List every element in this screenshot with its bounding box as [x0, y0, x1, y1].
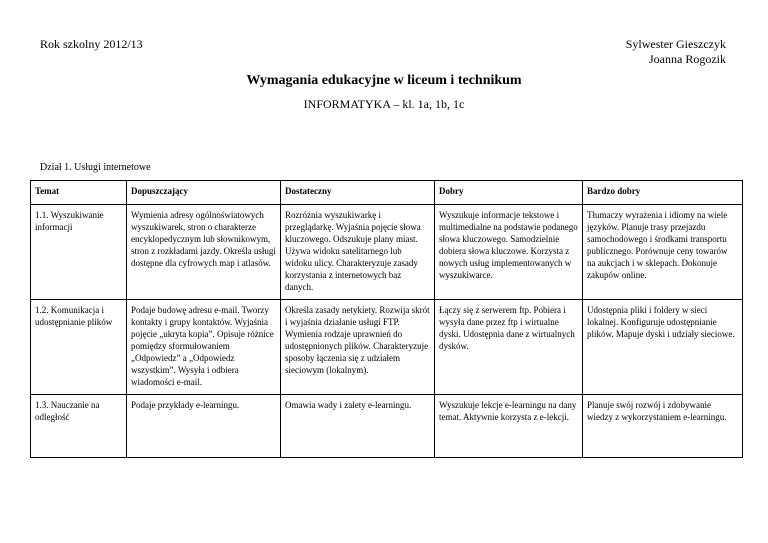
table-header-row: [31, 181, 743, 205]
column-header: Dopuszczający: [127, 181, 281, 205]
school-year: Rok szkolny 2012/13: [40, 37, 143, 51]
table-cell: Wymienia adresy ogólnoświatowych wyszukiwarek, stron o charakterze encyklopedycznym lub słownikowym, stron z rozkładami jazdy. Określa usługi dostępne dla cyfrowych map i atlasów.: [127, 205, 281, 300]
table-cell: Łączy się z serwerem ftp. Pobiera i wysyła dane przez ftp i wirtualne dyski. Udostępnia dane z wirtualnych dysków.: [435, 300, 583, 395]
table-row: [31, 395, 743, 458]
table-cell: Określa zasady netykiety. Rozwija skrót i wyjaśnia działanie usługi FTP. Wymienia rodzaje uprawnień do udostępnionych plików. Charakteryzuje sposoby łączenia się z udziałem sieciowym (lokalnym).: [281, 300, 435, 395]
table-cell: 1.3. Nauczanie na odległość: [31, 395, 127, 458]
table-row: [31, 205, 743, 300]
table-cell: Omawia wady i zalety e-learningu.: [281, 395, 435, 458]
table-cell: Wyszukuje lekcje e-learningu na dany temat. Aktywnie korzysta z e-lekcji.: [435, 395, 583, 458]
section-title: Dział 1. Usługi internetowe: [40, 162, 151, 173]
requirements-table: [30, 180, 743, 458]
column-header: Bardzo dobry: [583, 181, 743, 205]
column-header: Temat: [31, 181, 127, 205]
table-cell: Tłumaczy wyrażenia i idiomy na wiele języków. Planuje trasy przejazdu samochodowego i środkami transportu publicznego. Porównuje ceny towarów na aukcjach i w sklepach. Dokonuje zakupów online.: [583, 205, 743, 300]
authors: [626, 37, 726, 67]
table-cell: Udostępnia pliki i foldery w sieci lokalnej. Konfiguruje udostępnianie plików. Mapuje dyski i udziały sieciowe.: [583, 300, 743, 395]
table-cell: Podaje przykłady e-learningu.: [127, 395, 281, 458]
page-title: Wymagania edukacyjne w liceum i technikum: [246, 73, 522, 88]
column-header: Dobry: [435, 181, 583, 205]
column-header: Dostateczny: [281, 181, 435, 205]
page-subtitle: INFORMATYKA – kl. 1a, 1b, 1c: [303, 97, 465, 111]
table-cell: Podaje budowę adresu e-mail. Tworzy kontakty i grupy kontaktów. Wyjaśnia pojęcie „ukryta kopia”. Opisuje różnice pomiędzy sformułowaniem „Odpowiedz” a „Odpowiedz wszystkim”. Wysyła i odbiera wiadomości e-mail.: [127, 300, 281, 395]
table-cell: 1.1. Wyszukiwanie informacji: [31, 205, 127, 300]
table-cell: Planuje swój rozwój i zdobywanie wiedzy z wykorzystaniem e-learningu.: [583, 395, 743, 458]
table-cell: 1.2. Komunikacja i udostępnianie plików: [31, 300, 127, 395]
table-cell: Rozróżnia wyszukiwarkę i przeglądarkę. Wyjaśnia pojęcie słowa kluczowego. Odszukuje plany miast. Używa widoku satelitarnego lub widoku ulicy. Charakteryzuje zasady korzystania z internetowych baz danych.: [281, 205, 435, 300]
table-row: [31, 300, 743, 395]
author-name: Sylwester Gieszczyk: [625, 37, 726, 51]
table-cell: Wyszukuje informacje tekstowe i multimedialne na podstawie podanego słowa kluczowego. Samodzielnie dobiera słowa kluczowe. Korzysta z nowych usług implementowanych w wyszukiwarce.: [435, 205, 583, 300]
author-name: Joanna Rogozik: [649, 52, 726, 66]
